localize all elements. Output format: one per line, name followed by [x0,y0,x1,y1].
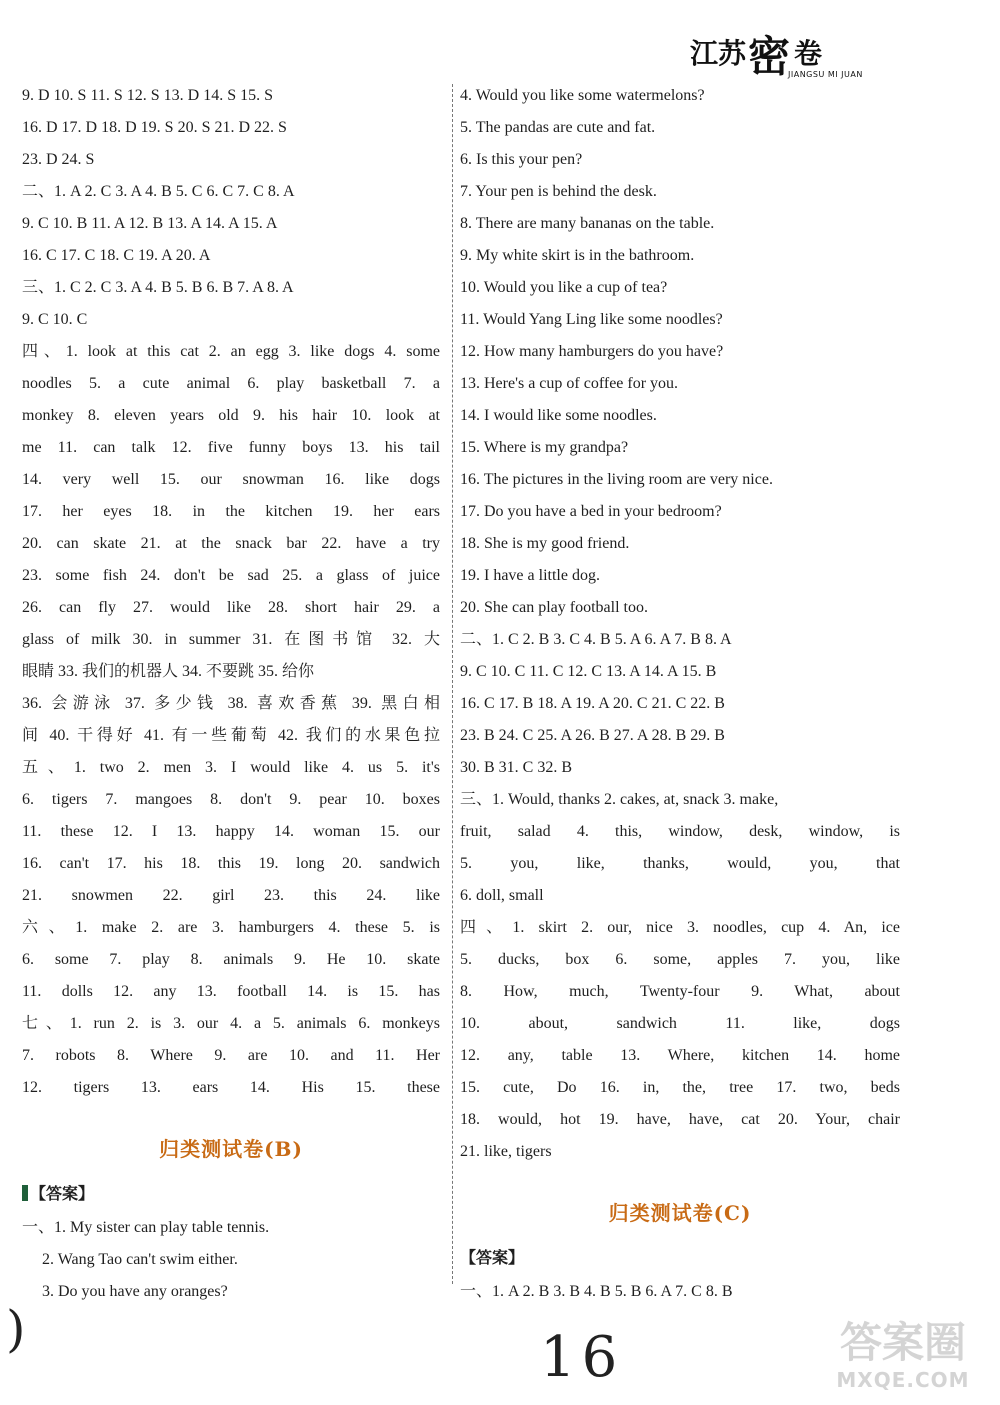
answer-line: 四、1. look at this cat 2. an egg 3. like dogs 4. some [22,343,440,360]
answer-line: 9. C 10. C [22,311,88,328]
right-answers-top [460,80,900,1168]
answer-line: 4. Would you like some watermelons? [460,87,705,104]
answer-line: 16. can't 17. his 18. this 19. long 20. sandwich [22,855,440,872]
answer-line: 17. Do you have a bed in your bedroom? [460,503,722,520]
answer-line: 10. Would you like a cup of tea? [460,279,668,296]
answer-line: 3. Do you have any oranges? [42,1283,228,1300]
answer-line: monkey 8. eleven years old 9. his hair 10. look at [22,407,440,424]
handwritten-mark: ) [6,1300,26,1358]
answer-line: 6. doll, small [460,887,544,904]
column-divider [452,84,453,1284]
answer-line: 13. Here's a cup of coffee for you. [460,375,679,392]
answer-line: 2. Wang Tao can't swim either. [42,1251,238,1268]
answer-line: 36. 会游泳 37. 多少钱 38. 喜欢香蕉 39. 黑白相 [22,695,440,712]
brand-pinyin: JIANGSU MI JUAN [788,70,863,79]
answer-line: 18. She is my good friend. [460,535,630,552]
answer-line: 七、1. run 2. is 3. our 4. a 5. animals 6. monkeys [22,1015,440,1032]
section-title-b: 归类测试卷(B) [159,1137,303,1161]
page-number: 16 [540,1325,624,1390]
answer-line: 20. She can play football too. [460,599,648,616]
answer-line: 21. snowmen 22. girl 23. this 24. like [22,887,440,904]
left-answers-top [22,80,440,1104]
answer-line: 16. D 17. D 18. D 19. S 20. S 21. D 22. S [22,119,287,136]
answer-line: 6. Is this your pen? [460,151,583,168]
answer-line: 6. tigers 7. mangoes 8. don't 9. pear 10. boxes [22,791,440,808]
answer-line: 11. these 12. I 13. happy 14. woman 15. our [22,823,440,840]
brand-logo [690,30,900,80]
watermark-en: MXQE.COM [836,1368,970,1392]
answer-line: 26. can fly 27. would like 28. short hair 29. a [22,599,440,616]
answer-line: 六、1. make 2. are 3. hamburgers 4. these 5. is [22,919,440,936]
answer-label-c: 【答案】 [460,1248,525,1267]
answer-line: 16. C 17. C 18. C 19. A 20. A [22,247,211,264]
answer-line: 8. How, much, Twenty-four 9. What, about [460,983,900,1000]
answer-line: 一、1. A 2. B 3. B 4. B 5. B 6. A 7. C 8. B [460,1283,733,1300]
answer-line: 12. tigers 13. ears 14. His 15. these [22,1079,440,1096]
answer-line: 23. B 24. C 25. A 26. B 27. A 28. B 29. B [460,727,725,744]
answer-line: 16. The pictures in the living room are very nice. [460,471,773,488]
watermark-logo [818,1318,988,1396]
answer-line: 14. I would like some noodles. [460,407,657,424]
brand-title-part2: 密 [748,32,791,81]
answer-line: 16. C 17. B 18. A 19. A 20. C 21. C 22. B [460,695,725,712]
answer-line: 21. like, tigers [460,1143,552,1160]
answer-line: 7. Your pen is behind the desk. [460,183,657,200]
answer-line: 8. There are many bananas on the table. [460,215,715,232]
answer-line: 6. some 7. play 8. animals 9. He 10. skate [22,951,440,968]
answer-line: 15. cute, Do 16. in, the, tree 17. two, beds [460,1079,900,1096]
answer-line: 二、1. C 2. B 3. C 4. B 5. A 6. A 7. B 8. A [460,631,732,648]
answer-line: 11. dolls 12. any 13. football 14. is 15. has [22,983,440,1000]
answer-line: 18. would, hot 19. have, have, cat 20. Your, chair [460,1111,900,1128]
answer-line: 17. her eyes 18. in the kitchen 19. her ears [22,503,440,520]
answer-label-b [22,1176,440,1212]
answer-line: 9. My white skirt is in the bathroom. [460,247,695,264]
answer-line: 三、1. C 2. C 3. A 4. B 5. B 6. B 7. A 8. A [22,279,294,296]
answer-label-text: 【答案】 [30,1184,95,1203]
answer-line: 三、1. Would, thanks 2. cakes, at, snack 3. make, [460,791,779,808]
answer-line: 12. How many hamburgers do you have? [460,343,724,360]
answer-line: 23. some fish 24. don't be sad 25. a glass of juice [22,567,440,584]
answer-line: noodles 5. a cute animal 6. play basketball 7. a [22,375,440,392]
answer-line: 9. D 10. S 11. S 12. S 13. D 14. S 15. S [22,87,274,104]
answer-marker [22,1185,28,1201]
answer-line: fruit, salad 4. this, window, desk, window, is [460,823,900,840]
answer-line: 15. Where is my grandpa? [460,439,629,456]
answer-line: 30. B 31. C 32. B [460,759,573,776]
answer-line: glass of milk 30. in summer 31. 在图书馆 32. 大 [22,631,440,648]
answer-line: 五、1. two 2. men 3. I would like 4. us 5. it's [22,759,440,776]
answer-line: 眼睛 33. 我们的机器人 34. 不要跳 35. 给你 [22,663,315,680]
answer-line: 二、1. A 2. C 3. A 4. B 5. C 6. C 7. C 8. A [22,183,295,200]
answer-line: 四、1. skirt 2. our, nice 3. noodles, cup 4. An, ice [460,919,900,936]
answer-line: 一、1. My sister can play table tennis. [22,1219,270,1236]
answer-line: 9. C 10. B 11. A 12. B 13. A 14. A 15. A [22,215,278,232]
answer-line: 14. very well 15. our snowman 16. like dogs [22,471,440,488]
answer-line: 19. I have a little dog. [460,567,600,584]
answer-line: 12. any, table 13. Where, kitchen 14. home [460,1047,900,1064]
answer-line: 5. The pandas are cute and fat. [460,119,656,136]
brand-title-part3: 卷 [794,37,823,70]
answer-line: 间 40. 干得好 41. 有一些葡萄 42. 我们的水果色拉 [22,727,440,744]
left-answers-bottom [22,1212,440,1308]
right-column [460,80,900,1308]
answer-line: me 11. can talk 12. five funny boys 13. his tail [22,439,440,456]
answer-line: 5. ducks, box 6. some, apples 7. you, like [460,951,900,968]
brand-title-part1: 江苏 [690,37,747,70]
answer-line: 23. D 24. S [22,151,95,168]
section-title-c: 归类测试卷(C) [608,1201,752,1225]
answer-line: 10. about, sandwich 11. like, dogs [460,1015,900,1032]
right-answers-bottom [460,1276,900,1308]
answer-line: 9. C 10. C 11. C 12. C 13. A 14. A 15. B [460,663,717,680]
answer-line: 5. you, like, thanks, would, you, that [460,855,900,872]
answer-line: 7. robots 8. Where 9. are 10. and 11. Her [22,1047,440,1064]
left-column [22,80,440,1308]
answer-line: 20. can skate 21. at the snack bar 22. have a try [22,535,440,552]
answer-line: 11. Would Yang Ling like some noodles? [460,311,723,328]
watermark-cn: 答案圈 [839,1318,966,1367]
